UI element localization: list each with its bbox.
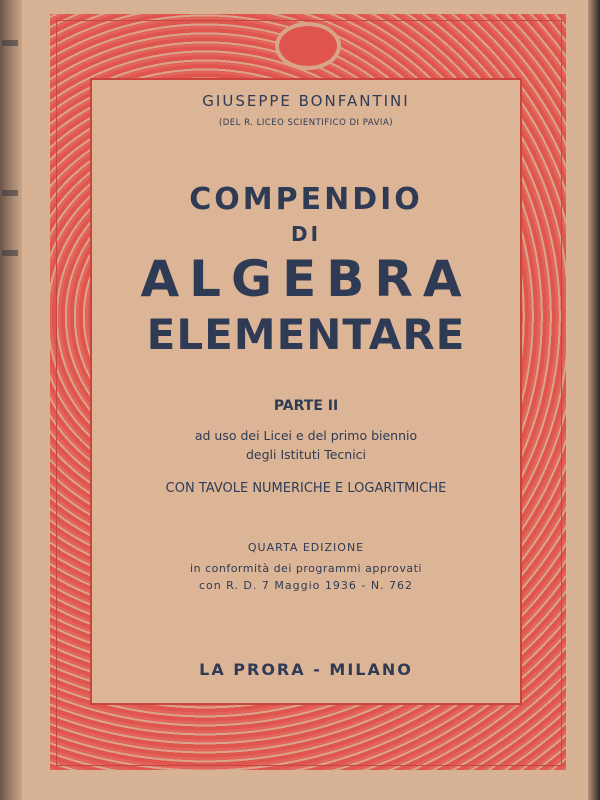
tables-note: CON TAVOLE NUMERICHE E LOGARITMICHE [165, 481, 447, 496]
audience-line-1: ad uso dei Licei e del primo biennio [194, 428, 418, 443]
book-spine [0, 0, 22, 800]
conformity-line-1: in conformità dei programmi approvati [190, 562, 422, 575]
audience-line-2: degli Istituti Tecnici [245, 447, 367, 462]
spine-mark [2, 250, 18, 256]
title-elementare: ELEMENTARE [146, 310, 466, 359]
spine-mark [2, 40, 18, 46]
author-affiliation: (DEL R. LICEO SCIENTIFICO DI PAVIA) [218, 118, 394, 128]
part-label: PARTE II [273, 398, 339, 414]
title-di: DI [290, 222, 322, 246]
cartouche-ornament [275, 22, 341, 70]
title-compendio: COMPENDIO [189, 182, 423, 217]
conformity-line-2: con R. D. 7 Maggio 1936 - N. 762 [198, 579, 414, 592]
edition-label: QUARTA EDIZIONE [247, 541, 365, 554]
title-algebra: ALGEBRA [140, 250, 472, 308]
title-panel [90, 78, 522, 705]
publisher: LA PRORA - MILANO [199, 660, 413, 679]
spine-mark [2, 190, 18, 196]
author-name: GIUSEPPE BONFANTINI [202, 92, 410, 110]
page-edge [588, 0, 600, 800]
